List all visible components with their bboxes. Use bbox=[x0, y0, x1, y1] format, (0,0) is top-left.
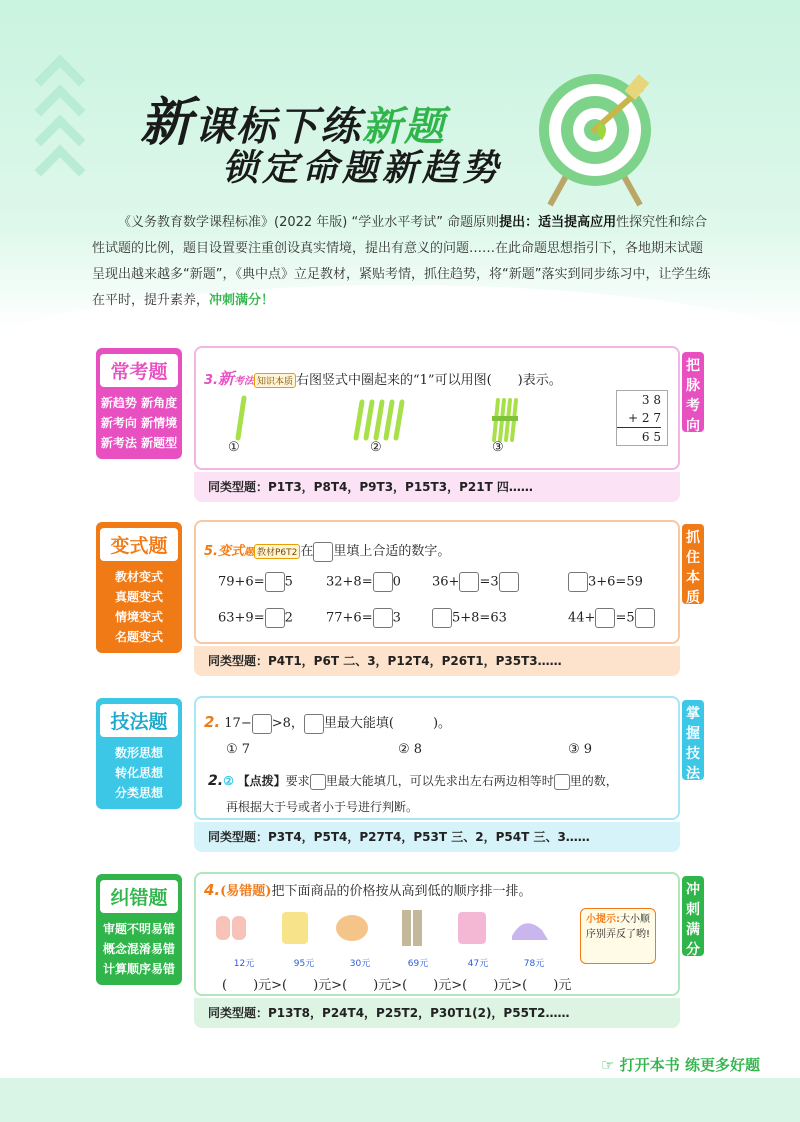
footer-background bbox=[0, 1078, 800, 1122]
chevron-decoration bbox=[42, 52, 82, 202]
price-label: 78元 bbox=[523, 959, 545, 969]
section-title: 常考题 bbox=[100, 354, 178, 387]
question-text: 5.变式题 教材P6T2 在 里填上合适的数字。 bbox=[204, 540, 450, 562]
shoes-icon bbox=[512, 923, 548, 940]
gloves-icon bbox=[216, 916, 246, 940]
equation: 32+8= 0 bbox=[326, 572, 401, 592]
equation: 79+6= 5 bbox=[218, 572, 293, 592]
price-label: 12元 bbox=[233, 959, 255, 969]
option-2: ② 8 bbox=[398, 742, 423, 757]
sticks-illustration bbox=[196, 388, 682, 448]
section-label-changkao: 常考题 新趋势 新角度 新考向 新情境 新考法 新题型 bbox=[96, 348, 182, 459]
equation: 5+8=63 bbox=[432, 608, 507, 628]
section-label-bianshi: 变式题 教材变式 真题变式 情境变式 名题变式 bbox=[96, 522, 182, 653]
price-label: 47元 bbox=[467, 959, 489, 969]
option-2: ② bbox=[370, 440, 382, 455]
hand-icon: ☞ bbox=[601, 1056, 615, 1074]
side-label-2: 抓住本质 bbox=[682, 524, 704, 604]
question-card-3 bbox=[194, 696, 680, 820]
coat-icon bbox=[282, 912, 308, 944]
equation: 3+6=59 bbox=[568, 572, 643, 592]
question-card-1 bbox=[194, 346, 680, 470]
equation: 63+9= 2 bbox=[218, 608, 293, 628]
equation: 77+6= 3 bbox=[326, 608, 401, 628]
same-type-3: 同类型题：P3T4，P5T4，P27T4，P53T 三、2，P54T 三、3…… bbox=[194, 822, 680, 852]
answer-hint-line2: 再根据大于号或者小于号进行判断。 bbox=[226, 800, 419, 814]
question-card-2 bbox=[194, 520, 680, 644]
same-type-4: 同类型题：P13T8，P24T4，P25T2，P30T1(2)，P55T2…… bbox=[194, 998, 680, 1028]
option-3: ③ 9 bbox=[568, 742, 593, 757]
equation: 36+ =3 bbox=[432, 572, 519, 592]
option-1: ① bbox=[228, 440, 240, 455]
section-label-jiucuo: 纠错题 审题不明易错 概念混淆易错 计算顺序易错 bbox=[96, 874, 182, 985]
hint-bubble: 小提示:大小顺序别弄反了哟! bbox=[580, 908, 656, 964]
vertical-calculation: 3 8 + 2 7 6 5 bbox=[616, 390, 668, 446]
option-3: ③ bbox=[492, 440, 504, 455]
question-card-4 bbox=[194, 872, 680, 996]
side-label-3: 掌握技法 bbox=[682, 700, 704, 780]
hat-icon bbox=[336, 915, 368, 941]
price-label: 30元 bbox=[349, 959, 371, 969]
answer-hint: 2.② 【点拨】要求 里最大能填几，可以先求出左右两边相等时 里的数， bbox=[208, 773, 618, 789]
question-text: 2. 17− >8， 里最大能填( )。 bbox=[204, 712, 451, 734]
equation: 44+ =5 bbox=[568, 608, 655, 628]
side-label-1: 把脉考向 bbox=[682, 352, 704, 432]
jacket-icon bbox=[458, 912, 486, 944]
order-answer: ( )元>( )元>( )元>( )元>( )元>( )元 bbox=[222, 978, 572, 993]
goods-illustration bbox=[206, 906, 566, 956]
question-text: 3.新考法 知识本质 右图竖式中圈起来的“1”可以用图( )表示。 bbox=[204, 369, 562, 388]
page-title-line2: 锁定命题新趋势 bbox=[222, 148, 503, 189]
target-icon bbox=[530, 70, 660, 210]
intro-paragraph: 《义务教育数学课程标准》(2022 年版) “学业水平考试” 命题原则提出：适当提高应用性探究性和综合性试题的比例，题目设置要注重创设真实情境，提出有意义的问题……在此命题思想指引下，各地期末试题呈现出越来越多“新题”，《典中点》立足教材，紧贴考情，抓住趋势，将“新题”落实到同步练习中，让学生练在平时，提升素养，冲刺满分！ bbox=[92, 215, 711, 308]
question-text: 4.(易错题)把下面商品的价格按从高到低的顺序排一排。 bbox=[204, 881, 532, 899]
price-label: 95元 bbox=[293, 959, 315, 969]
page-title-line1: 新课标下练新题 bbox=[140, 93, 447, 153]
same-type-1: 同类型题：P1T3，P8T4，P9T3，P15T3，P21T 四…… bbox=[194, 472, 680, 502]
price-label: 69元 bbox=[407, 959, 429, 969]
section-label-jifa: 技法题 数形思想 转化思想 分类思想 bbox=[96, 698, 182, 809]
footer-slogan: ☞ 打开本书 练更多好题 bbox=[601, 1056, 760, 1074]
same-type-2: 同类型题：P4T1，P6T 二、3，P12T4，P26T1，P35T3…… bbox=[194, 646, 680, 676]
option-1: ① 7 bbox=[226, 742, 251, 757]
pants-icon bbox=[402, 910, 422, 946]
side-label-4: 冲刺满分 bbox=[682, 876, 704, 956]
